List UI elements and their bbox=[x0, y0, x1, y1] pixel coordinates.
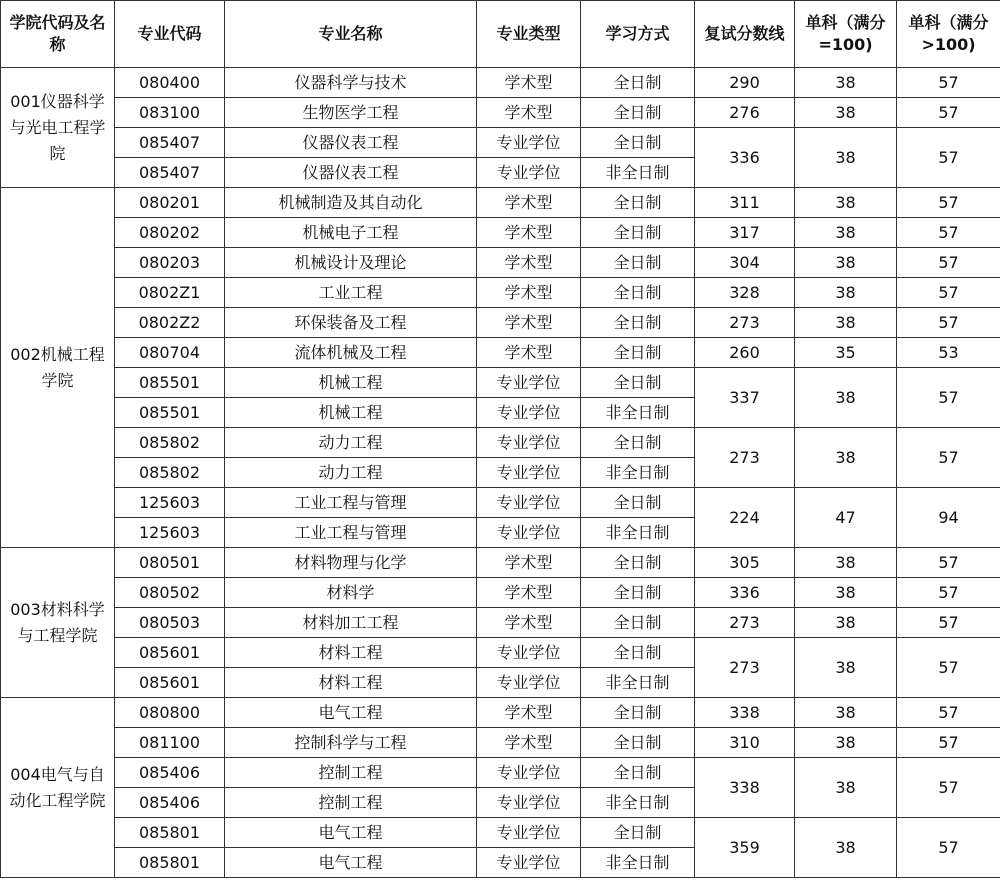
table-row bbox=[1, 578, 1000, 608]
table-row bbox=[1, 638, 1000, 668]
major-code-cell: 085601 bbox=[115, 668, 225, 698]
table-row bbox=[1, 98, 1000, 128]
study-mode-cell: 全日制 bbox=[581, 578, 695, 608]
study-mode-cell: 全日制 bbox=[581, 68, 695, 98]
single-over-100-cell: 57 bbox=[897, 68, 1000, 98]
single-100-cell: 35 bbox=[795, 338, 897, 368]
major-code-cell: 080400 bbox=[115, 68, 225, 98]
major-type-cell: 专业学位 bbox=[477, 458, 581, 488]
major-name-cell: 生物医学工程 bbox=[225, 98, 477, 128]
study-mode-cell: 全日制 bbox=[581, 188, 695, 218]
single-100-cell: 38 bbox=[795, 578, 897, 608]
table-row bbox=[1, 308, 1000, 338]
single-over-100-cell: 57 bbox=[897, 608, 1000, 638]
major-code-cell: 125603 bbox=[115, 518, 225, 548]
major-name-cell: 流体机械及工程 bbox=[225, 338, 477, 368]
major-type-cell: 学术型 bbox=[477, 548, 581, 578]
major-name-cell: 仪器仪表工程 bbox=[225, 128, 477, 158]
major-type-cell: 学术型 bbox=[477, 218, 581, 248]
major-type-cell: 学术型 bbox=[477, 248, 581, 278]
major-type-cell: 学术型 bbox=[477, 608, 581, 638]
single-over-100-cell: 57 bbox=[897, 548, 1000, 578]
college-cell: 001仪器科学与光电工程学院 bbox=[1, 68, 115, 188]
major-type-cell: 学术型 bbox=[477, 728, 581, 758]
major-type-cell: 学术型 bbox=[477, 338, 581, 368]
major-code-cell: 080800 bbox=[115, 698, 225, 728]
major-code-cell: 0802Z1 bbox=[115, 278, 225, 308]
major-code-cell: 085601 bbox=[115, 638, 225, 668]
single-100-cell: 38 bbox=[795, 728, 897, 758]
table-row bbox=[1, 698, 1000, 728]
major-name-cell: 材料学 bbox=[225, 578, 477, 608]
single-over-100-cell: 57 bbox=[897, 698, 1000, 728]
single-over-100-cell: 57 bbox=[897, 428, 1000, 488]
single-100-cell: 38 bbox=[795, 818, 897, 878]
major-code-cell: 085407 bbox=[115, 158, 225, 188]
major-code-cell: 085406 bbox=[115, 788, 225, 818]
retest-score-cell: 224 bbox=[695, 488, 795, 548]
study-mode-cell: 全日制 bbox=[581, 308, 695, 338]
single-100-cell: 38 bbox=[795, 218, 897, 248]
single-100-cell: 38 bbox=[795, 278, 897, 308]
major-type-cell: 专业学位 bbox=[477, 368, 581, 398]
table-row bbox=[1, 548, 1000, 578]
major-code-cell: 083100 bbox=[115, 98, 225, 128]
table-row bbox=[1, 188, 1000, 218]
major-name-cell: 材料加工工程 bbox=[225, 608, 477, 638]
study-mode-cell: 全日制 bbox=[581, 638, 695, 668]
study-mode-cell: 非全日制 bbox=[581, 668, 695, 698]
retest-score-cell: 359 bbox=[695, 818, 795, 878]
major-code-cell: 125603 bbox=[115, 488, 225, 518]
major-code-cell: 085801 bbox=[115, 848, 225, 878]
college-cell: 002机械工程学院 bbox=[1, 188, 115, 548]
table-row bbox=[1, 608, 1000, 638]
retest-score-cell: 305 bbox=[695, 548, 795, 578]
major-name-cell: 控制科学与工程 bbox=[225, 728, 477, 758]
retest-score-cell: 260 bbox=[695, 338, 795, 368]
table-row bbox=[1, 128, 1000, 158]
header-mode: 学习方式 bbox=[581, 1, 695, 68]
major-code-cell: 080501 bbox=[115, 548, 225, 578]
study-mode-cell: 全日制 bbox=[581, 218, 695, 248]
study-mode-cell: 全日制 bbox=[581, 368, 695, 398]
study-mode-cell: 全日制 bbox=[581, 278, 695, 308]
major-name-cell: 仪器仪表工程 bbox=[225, 158, 477, 188]
table-row bbox=[1, 338, 1000, 368]
study-mode-cell: 全日制 bbox=[581, 128, 695, 158]
header-type: 专业类型 bbox=[477, 1, 581, 68]
single-100-cell: 38 bbox=[795, 548, 897, 578]
single-over-100-cell: 57 bbox=[897, 308, 1000, 338]
header-single-over-100: 单科（满分>100) bbox=[897, 1, 1000, 68]
major-type-cell: 专业学位 bbox=[477, 638, 581, 668]
single-over-100-cell: 57 bbox=[897, 98, 1000, 128]
retest-score-cell: 273 bbox=[695, 638, 795, 698]
major-name-cell: 动力工程 bbox=[225, 458, 477, 488]
header-single-100: 单科（满分=100) bbox=[795, 1, 897, 68]
major-code-cell: 080202 bbox=[115, 218, 225, 248]
single-100-cell: 38 bbox=[795, 758, 897, 818]
major-code-cell: 080203 bbox=[115, 248, 225, 278]
single-100-cell: 38 bbox=[795, 128, 897, 188]
retest-score-cell: 336 bbox=[695, 128, 795, 188]
major-code-cell: 085802 bbox=[115, 458, 225, 488]
major-name-cell: 机械制造及其自动化 bbox=[225, 188, 477, 218]
single-over-100-cell: 57 bbox=[897, 368, 1000, 428]
single-100-cell: 38 bbox=[795, 188, 897, 218]
major-type-cell: 专业学位 bbox=[477, 758, 581, 788]
single-over-100-cell: 57 bbox=[897, 728, 1000, 758]
header-total: 复试分数线 bbox=[695, 1, 795, 68]
major-type-cell: 专业学位 bbox=[477, 398, 581, 428]
major-name-cell: 电气工程 bbox=[225, 848, 477, 878]
table-row bbox=[1, 248, 1000, 278]
major-code-cell: 080502 bbox=[115, 578, 225, 608]
single-over-100-cell: 94 bbox=[897, 488, 1000, 548]
study-mode-cell: 全日制 bbox=[581, 428, 695, 458]
major-type-cell: 学术型 bbox=[477, 68, 581, 98]
single-100-cell: 38 bbox=[795, 638, 897, 698]
major-name-cell: 机械设计及理论 bbox=[225, 248, 477, 278]
study-mode-cell: 全日制 bbox=[581, 98, 695, 128]
major-type-cell: 学术型 bbox=[477, 188, 581, 218]
college-cell: 003材料科学与工程学院 bbox=[1, 548, 115, 698]
study-mode-cell: 全日制 bbox=[581, 728, 695, 758]
college-cell: 004电气与自动化工程学院 bbox=[1, 698, 115, 878]
retest-score-cell: 273 bbox=[695, 428, 795, 488]
major-code-cell: 085406 bbox=[115, 758, 225, 788]
single-100-cell: 38 bbox=[795, 428, 897, 488]
single-over-100-cell: 57 bbox=[897, 218, 1000, 248]
major-type-cell: 专业学位 bbox=[477, 128, 581, 158]
single-100-cell: 38 bbox=[795, 698, 897, 728]
table-row bbox=[1, 758, 1000, 788]
retest-score-cell: 328 bbox=[695, 278, 795, 308]
study-mode-cell: 全日制 bbox=[581, 338, 695, 368]
single-100-cell: 38 bbox=[795, 368, 897, 428]
single-100-cell: 38 bbox=[795, 248, 897, 278]
table-row bbox=[1, 428, 1000, 458]
major-code-cell: 0802Z2 bbox=[115, 308, 225, 338]
major-name-cell: 机械工程 bbox=[225, 368, 477, 398]
major-name-cell: 控制工程 bbox=[225, 758, 477, 788]
retest-score-cell: 276 bbox=[695, 98, 795, 128]
study-mode-cell: 全日制 bbox=[581, 548, 695, 578]
major-code-cell: 080503 bbox=[115, 608, 225, 638]
major-name-cell: 材料物理与化学 bbox=[225, 548, 477, 578]
study-mode-cell: 非全日制 bbox=[581, 398, 695, 428]
major-code-cell: 085802 bbox=[115, 428, 225, 458]
single-over-100-cell: 57 bbox=[897, 128, 1000, 188]
retest-score-cell: 310 bbox=[695, 728, 795, 758]
major-name-cell: 控制工程 bbox=[225, 788, 477, 818]
major-name-cell: 材料工程 bbox=[225, 638, 477, 668]
major-name-cell: 材料工程 bbox=[225, 668, 477, 698]
single-over-100-cell: 57 bbox=[897, 278, 1000, 308]
single-over-100-cell: 57 bbox=[897, 248, 1000, 278]
study-mode-cell: 全日制 bbox=[581, 698, 695, 728]
single-over-100-cell: 57 bbox=[897, 818, 1000, 878]
major-type-cell: 专业学位 bbox=[477, 488, 581, 518]
major-name-cell: 动力工程 bbox=[225, 428, 477, 458]
retest-score-cell: 336 bbox=[695, 578, 795, 608]
single-over-100-cell: 57 bbox=[897, 188, 1000, 218]
header-code: 专业代码 bbox=[115, 1, 225, 68]
major-type-cell: 学术型 bbox=[477, 698, 581, 728]
table-row bbox=[1, 218, 1000, 248]
study-mode-cell: 非全日制 bbox=[581, 518, 695, 548]
major-name-cell: 电气工程 bbox=[225, 698, 477, 728]
retest-score-cell: 338 bbox=[695, 698, 795, 728]
retest-score-cell: 337 bbox=[695, 368, 795, 428]
header-college: 学院代码及名称 bbox=[1, 1, 115, 68]
major-name-cell: 电气工程 bbox=[225, 818, 477, 848]
retest-score-cell: 317 bbox=[695, 218, 795, 248]
retest-score-cell: 338 bbox=[695, 758, 795, 818]
single-over-100-cell: 53 bbox=[897, 338, 1000, 368]
single-100-cell: 38 bbox=[795, 308, 897, 338]
major-type-cell: 学术型 bbox=[477, 308, 581, 338]
major-name-cell: 仪器科学与技术 bbox=[225, 68, 477, 98]
study-mode-cell: 全日制 bbox=[581, 248, 695, 278]
major-type-cell: 学术型 bbox=[477, 578, 581, 608]
single-100-cell: 38 bbox=[795, 68, 897, 98]
study-mode-cell: 全日制 bbox=[581, 608, 695, 638]
major-name-cell: 工业工程与管理 bbox=[225, 488, 477, 518]
header-name: 专业名称 bbox=[225, 1, 477, 68]
table-row bbox=[1, 488, 1000, 518]
retest-score-cell: 311 bbox=[695, 188, 795, 218]
major-type-cell: 专业学位 bbox=[477, 668, 581, 698]
study-mode-cell: 全日制 bbox=[581, 488, 695, 518]
major-name-cell: 机械工程 bbox=[225, 398, 477, 428]
study-mode-cell: 非全日制 bbox=[581, 788, 695, 818]
major-name-cell: 机械电子工程 bbox=[225, 218, 477, 248]
table-row bbox=[1, 368, 1000, 398]
study-mode-cell: 全日制 bbox=[581, 818, 695, 848]
major-code-cell: 085501 bbox=[115, 398, 225, 428]
major-code-cell: 081100 bbox=[115, 728, 225, 758]
retest-score-cell: 273 bbox=[695, 608, 795, 638]
study-mode-cell: 全日制 bbox=[581, 758, 695, 788]
study-mode-cell: 非全日制 bbox=[581, 158, 695, 188]
study-mode-cell: 非全日制 bbox=[581, 458, 695, 488]
major-type-cell: 学术型 bbox=[477, 98, 581, 128]
table-row bbox=[1, 818, 1000, 848]
retest-score-cell: 304 bbox=[695, 248, 795, 278]
header-row bbox=[1, 1, 1000, 68]
major-code-cell: 080201 bbox=[115, 188, 225, 218]
major-name-cell: 工业工程与管理 bbox=[225, 518, 477, 548]
major-name-cell: 环保装备及工程 bbox=[225, 308, 477, 338]
major-type-cell: 专业学位 bbox=[477, 158, 581, 188]
major-type-cell: 学术型 bbox=[477, 278, 581, 308]
retest-score-cell: 273 bbox=[695, 308, 795, 338]
single-100-cell: 47 bbox=[795, 488, 897, 548]
major-type-cell: 专业学位 bbox=[477, 518, 581, 548]
major-type-cell: 专业学位 bbox=[477, 788, 581, 818]
major-name-cell: 工业工程 bbox=[225, 278, 477, 308]
retest-score-cell: 290 bbox=[695, 68, 795, 98]
major-type-cell: 专业学位 bbox=[477, 818, 581, 848]
major-code-cell: 085801 bbox=[115, 818, 225, 848]
major-type-cell: 专业学位 bbox=[477, 848, 581, 878]
single-over-100-cell: 57 bbox=[897, 578, 1000, 608]
single-over-100-cell: 57 bbox=[897, 758, 1000, 818]
major-code-cell: 085407 bbox=[115, 128, 225, 158]
major-type-cell: 专业学位 bbox=[477, 428, 581, 458]
single-100-cell: 38 bbox=[795, 608, 897, 638]
table-row bbox=[1, 68, 1000, 98]
major-code-cell: 085501 bbox=[115, 368, 225, 398]
table-row bbox=[1, 278, 1000, 308]
table-body bbox=[1, 68, 1000, 878]
table-row bbox=[1, 728, 1000, 758]
single-over-100-cell: 57 bbox=[897, 638, 1000, 698]
major-code-cell: 080704 bbox=[115, 338, 225, 368]
study-mode-cell: 非全日制 bbox=[581, 848, 695, 878]
single-100-cell: 38 bbox=[795, 98, 897, 128]
